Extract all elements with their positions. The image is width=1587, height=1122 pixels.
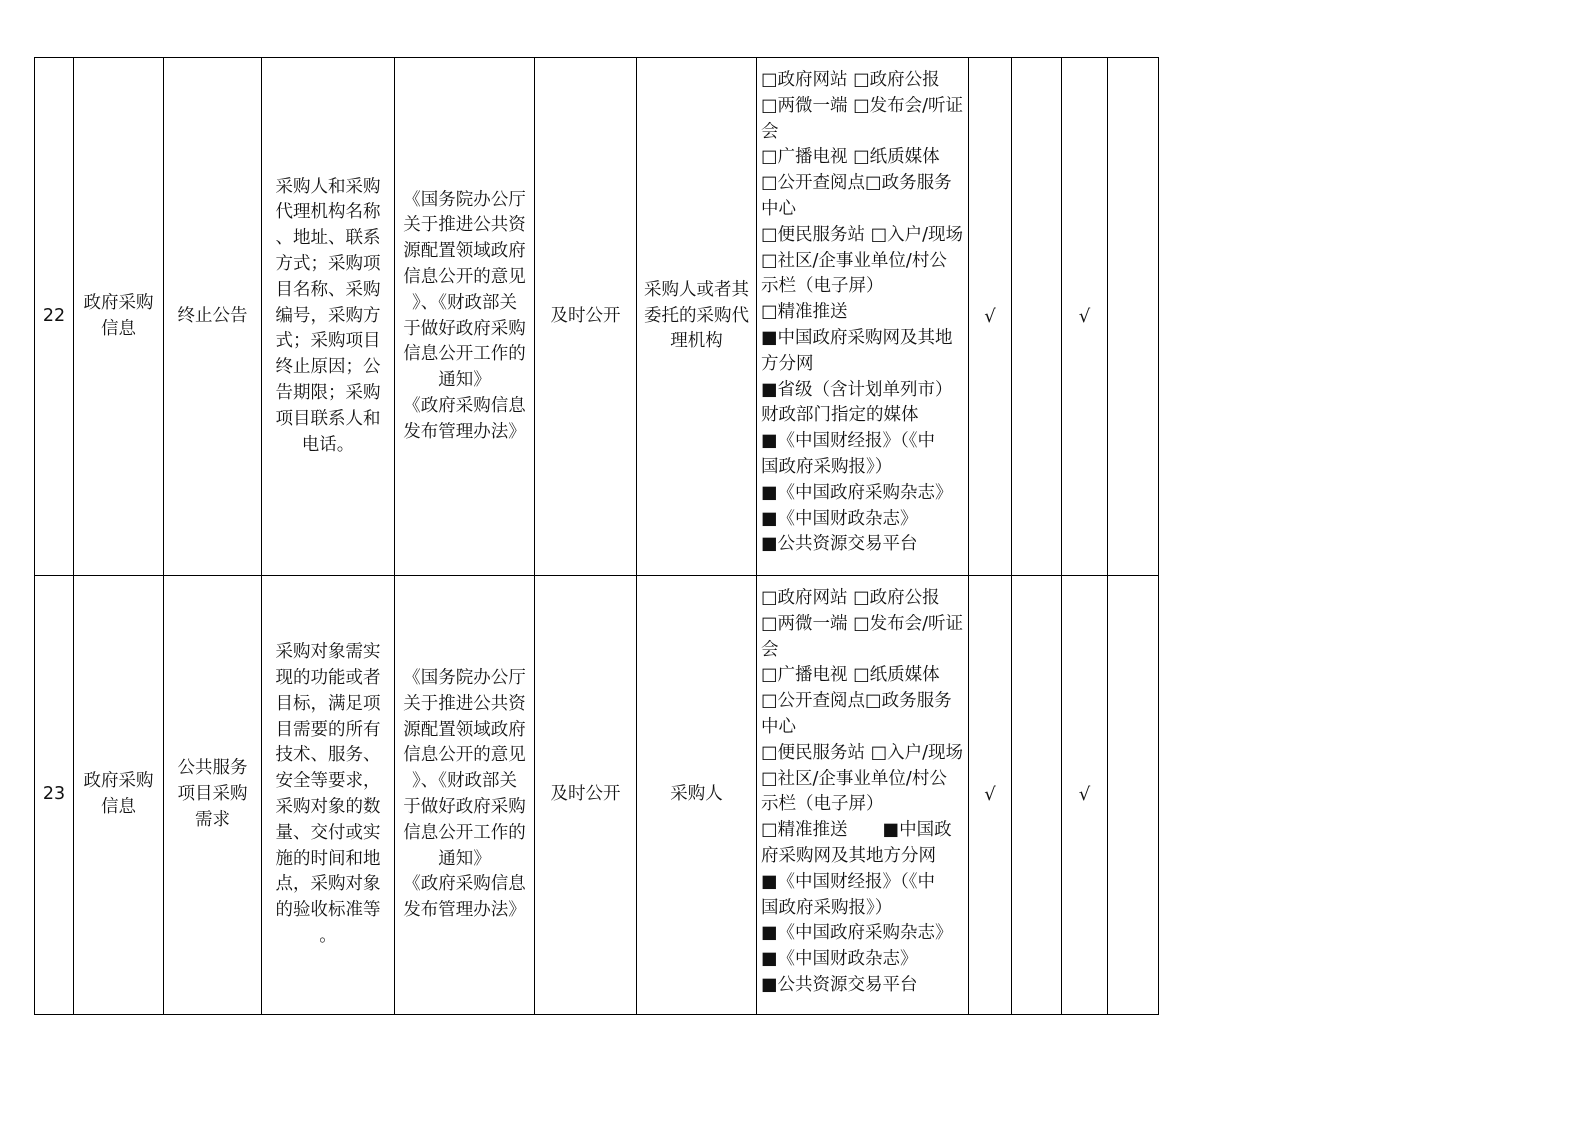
channel-option: □两微一端 □发布会/听证 (761, 95, 964, 116)
channel-option: □政府网站 □政府公报 (761, 70, 940, 90)
content-cell-line: 告期限；采购 (275, 382, 381, 403)
check-mark-cell: √ (969, 576, 1012, 1015)
content-cell-line: 目需要的所有 (275, 719, 381, 740)
subject-cell (637, 576, 757, 1015)
content-cell-line: 终止原因；公 (275, 357, 381, 378)
item-cell-line: 公共服务 (177, 758, 248, 779)
disclosure-table (34, 57, 1159, 1015)
time-limit-cell-line: 及时公开 (550, 305, 621, 326)
category-cell (74, 58, 164, 576)
basis-cell-line: 关于推进公共资 (403, 693, 526, 714)
subject-cell-line: 采购人 (670, 784, 723, 805)
item-cell-line: 需求 (195, 809, 230, 830)
item-cell (164, 58, 262, 576)
content-cell-line: 、地址、联系 (275, 228, 381, 249)
basis-cell-line: 通知》 (438, 848, 491, 869)
check-mark-cell: √ (969, 58, 1012, 576)
content-cell-line: 代理机构名称 (275, 202, 381, 223)
row-index: 22 (35, 58, 74, 576)
subject-cell-line: 采购人或者其 (644, 279, 749, 300)
check-mark-cell (1012, 58, 1062, 576)
channel-option: □社区/企事业单位/村公 (761, 768, 947, 789)
item-cell-line: 终止公告 (177, 305, 248, 326)
channel-option: ■省级（含计划单列市） (761, 379, 953, 400)
basis-cell-line: 》、《财政部关 (412, 292, 517, 313)
category-cell (74, 576, 164, 1015)
basis-cell-line: 《政府采购信息 (403, 395, 526, 416)
channel-option: ■《中国政府采购杂志》 (761, 923, 953, 944)
channel-option: 示栏（电子屏） (761, 276, 884, 297)
time-limit-cell (535, 58, 637, 576)
channel-option: □公开查阅点□政务服务 (761, 691, 952, 712)
content-cell-line: 式；采购项目 (275, 331, 381, 352)
channel-option: 中心 (761, 716, 796, 737)
basis-cell-line: 》、《财政部关 (412, 771, 517, 792)
time-limit-cell-line: 及时公开 (550, 784, 621, 805)
check-mark-cell: √ (1062, 576, 1108, 1015)
check-mark-cell (1108, 576, 1159, 1015)
basis-cell-line: 于做好政府采购 (403, 318, 526, 339)
check-mark-cell (1108, 58, 1159, 576)
content-cell-line: 现的功能或者 (275, 668, 381, 689)
channel-option: 财政部门指定的媒体 (761, 405, 919, 426)
content-cell-line: 安全等要求， (275, 771, 381, 792)
channel-option: ■公共资源交易平台 (761, 974, 918, 995)
channel-option: ■中国政府采购网及其地 (761, 327, 953, 348)
channel-option: ■公共资源交易平台 (761, 534, 918, 555)
content-cell (262, 58, 395, 576)
check-mark-cell: √ (1062, 58, 1108, 576)
basis-cell-line: 信息公开的意见 (403, 266, 526, 287)
channel-option: 会 (761, 639, 779, 660)
channel-option: □精准推送 (761, 302, 848, 323)
category-cell-line: 政府采购 (83, 771, 154, 792)
category-cell-line: 政府采购 (83, 292, 154, 313)
basis-cell-line: 发布管理办法》 (403, 421, 526, 442)
channel-option: 中心 (761, 198, 796, 219)
subject-cell-line: 理机构 (670, 331, 723, 352)
basis-cell-line: 《国务院办公厅 (403, 189, 526, 210)
basis-cell-line: 《政府采购信息 (403, 874, 526, 895)
channel-option: □政府网站 □政府公报 (761, 588, 940, 608)
channel-option: 府采购网及其地方分网 (761, 845, 936, 866)
channel-option: □精准推送 ■中国政 (761, 820, 952, 841)
item-cell-line: 项目采购 (177, 784, 248, 805)
basis-cell-line: 于做好政府采购 (403, 797, 526, 817)
channel-option: 方分网 (761, 353, 814, 374)
content-cell-line: 项目联系人和 (275, 408, 381, 429)
channel-option: ■《中国财经报》（《中 (761, 871, 936, 892)
basis-cell-line: 发布管理办法》 (403, 900, 526, 921)
subject-cell-line: 委托的采购代 (644, 305, 749, 326)
content-cell-line: 目名称、采购 (275, 279, 381, 300)
channel-option: ■《中国财政杂志》 (761, 508, 918, 529)
content-cell-line: 编号，采购方 (275, 305, 381, 326)
table-row (35, 58, 1159, 576)
channels-cell (757, 576, 969, 1015)
table-row (35, 576, 1159, 1015)
basis-cell-line: 信息公开工作的 (403, 822, 526, 843)
table-body (35, 58, 1159, 1015)
channel-option: ■《中国政府采购杂志》 (761, 482, 953, 503)
content-cell-line: 的验收标准等 (275, 900, 381, 921)
channels-cell (757, 58, 969, 576)
time-limit-cell (535, 576, 637, 1015)
row-index: 23 (35, 576, 74, 1015)
channel-option: □社区/企事业单位/村公 (761, 250, 947, 271)
channel-option: ■《中国财政杂志》 (761, 949, 918, 970)
content-cell-line: 。 (319, 925, 337, 946)
content-cell-line: 量、交付或实 (275, 822, 381, 843)
basis-cell-line: 源配置领域政府 (403, 719, 526, 740)
content-cell-line: 施的时间和地 (275, 848, 381, 869)
content-cell-line: 目标，满足项 (275, 693, 381, 714)
content-cell (262, 576, 395, 1015)
category-cell-line: 信息 (101, 318, 136, 339)
content-cell-line: 方式；采购项 (275, 254, 381, 274)
check-mark-cell (1012, 576, 1062, 1015)
basis-cell-line: 信息公开的意见 (403, 745, 526, 766)
channel-option: 会 (761, 121, 779, 142)
channel-option: □两微一端 □发布会/听证 (761, 613, 964, 634)
channel-option: □便民服务站 □入户/现场 (761, 224, 964, 245)
basis-cell-line: 信息公开工作的 (403, 344, 526, 365)
category-cell-line: 信息 (101, 797, 136, 817)
channel-option: □公开查阅点□政务服务 (761, 173, 952, 194)
basis-cell (395, 58, 535, 576)
channel-option: □便民服务站 □入户/现场 (761, 742, 964, 763)
content-cell-line: 电话。 (301, 434, 355, 455)
channel-option: □广播电视 □纸质媒体 (761, 147, 940, 168)
subject-cell (637, 58, 757, 576)
basis-cell-line: 《国务院办公厅 (403, 668, 526, 689)
content-cell-line: 采购人和采购 (275, 176, 381, 197)
basis-cell-line: 源配置领域政府 (403, 241, 526, 262)
content-cell-line: 采购对象需实 (275, 642, 381, 663)
channel-option: 国政府采购报》） (761, 897, 893, 918)
channel-option: □广播电视 □纸质媒体 (761, 665, 940, 686)
content-cell-line: 采购对象的数 (275, 797, 381, 817)
basis-cell-line: 通知》 (438, 370, 491, 391)
channel-option: 示栏（电子屏） (761, 794, 884, 815)
basis-cell-line: 关于推进公共资 (403, 215, 526, 236)
basis-cell (395, 576, 535, 1015)
content-cell-line: 技术、服务、 (275, 745, 381, 766)
content-cell-line: 点，采购对象 (275, 874, 381, 895)
item-cell (164, 576, 262, 1015)
channel-option: 国政府采购报》） (761, 456, 893, 477)
channel-option: ■《中国财经报》（《中 (761, 431, 936, 452)
